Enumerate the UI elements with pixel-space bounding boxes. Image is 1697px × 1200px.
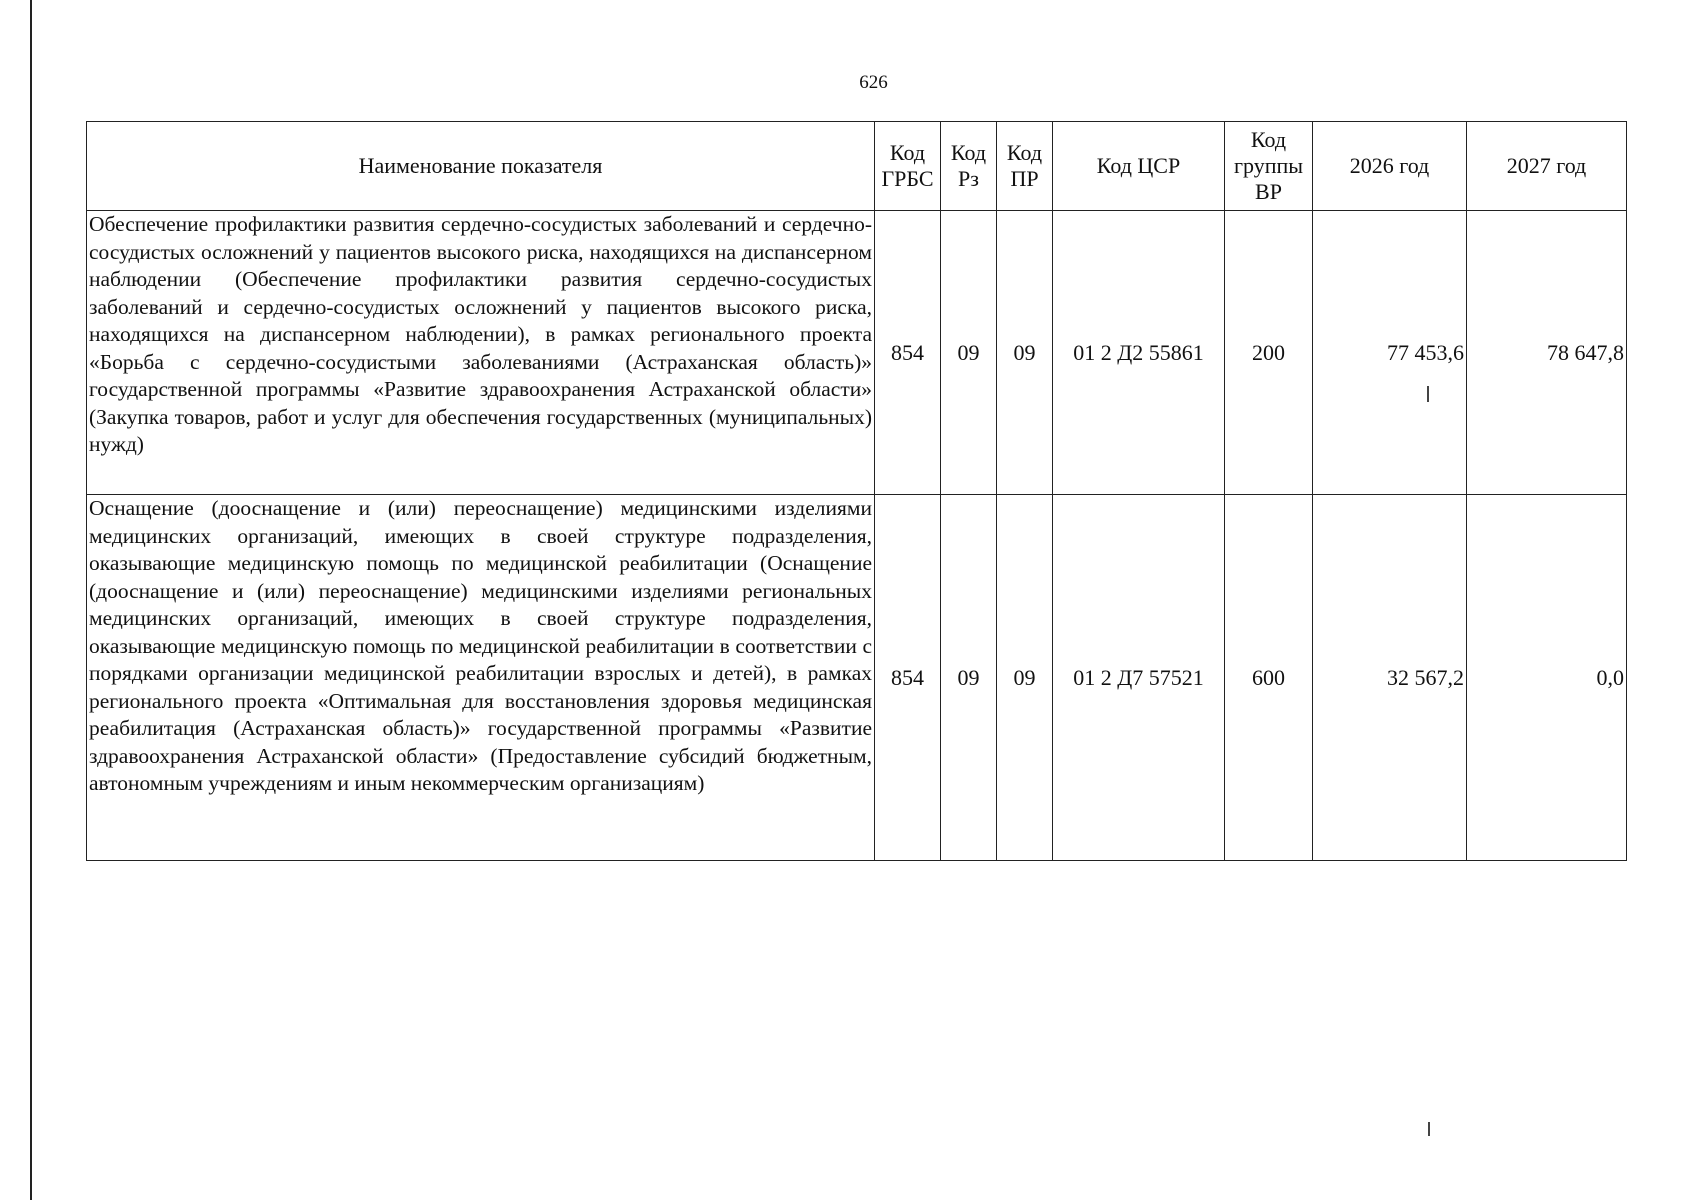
header-csr: Код ЦСР xyxy=(1053,122,1225,211)
rz-code: 09 xyxy=(941,211,997,495)
table-row xyxy=(87,211,1627,495)
header-name: Наименование показателя xyxy=(87,122,875,211)
scan-mark xyxy=(1427,386,1429,402)
amount-2026: 77 453,6 xyxy=(1313,211,1467,495)
header-vr: Код группы ВР xyxy=(1225,122,1313,211)
amount-2027: 78 647,8 xyxy=(1467,211,1627,495)
pr-code: 09 xyxy=(997,211,1053,495)
page-number: 626 xyxy=(859,72,888,93)
csr-code: 01 2 Д2 55861 xyxy=(1053,211,1225,495)
rz-code: 09 xyxy=(941,495,997,861)
header-2027: 2027 год xyxy=(1467,122,1627,211)
amount-2026: 32 567,2 xyxy=(1313,495,1467,861)
header-rz: Код Рз xyxy=(941,122,997,211)
budget-table xyxy=(86,121,1627,861)
header-row xyxy=(87,122,1627,211)
header-pr: Код ПР xyxy=(997,122,1053,211)
grbs-code: 854 xyxy=(875,495,941,861)
header-2026: 2026 год xyxy=(1313,122,1467,211)
table-row xyxy=(87,495,1627,861)
pr-code: 09 xyxy=(997,495,1053,861)
vr-code: 200 xyxy=(1225,211,1313,495)
grbs-code: 854 xyxy=(875,211,941,495)
indicator-name: Оснащение (дооснащение и (или) переоснащение) медицинскими изделиями медицинских организаций, имеющих в своей структуре подразделения, оказывающие медицинскую помощь по медицинской реабилитации (Оснащение (дооснащение и (или) переоснащение) медицинскими изделиями региональных медицинских организаций, имеющих в своей структуре подразделения, оказывающие медицинскую помощь по медицинской реабилитации в соответствии с порядками организации медицинской реабилитации взрослых и детей), в рамках регионального проекта «Оптимальная для восстановления здоровья медицинская реабилитация (Астраханская область)» государственной программы «Развитие здравоохранения Астраханской области» (Предоставление субсидий бюджетным, автономным учреждениям и иным некоммерческим организациям) xyxy=(87,495,875,861)
indicator-name: Обеспечение профилактики развития сердечно-сосудистых заболеваний и сердечно-сосудистых осложнений у пациентов высокого риска, находящихся на диспансерном наблюдении (Обеспечение профилактики развития сердечно-сосудистых заболеваний и сердечно-сосудистых осложнений у пациентов высокого риска, находящихся на диспансерном наблюдении), в рамках регионального проекта «Борьба с сердечно-сосудистыми заболеваниями (Астраханская область)» государственной программы «Развитие здравоохранения Астраханской области» (Закупка товаров, работ и услуг для обеспечения государственных (муниципальных) нужд) xyxy=(87,211,875,495)
csr-code: 01 2 Д7 57521 xyxy=(1053,495,1225,861)
header-grbs: Код ГРБС xyxy=(875,122,941,211)
scan-mark xyxy=(1428,1122,1430,1136)
vr-code: 600 xyxy=(1225,495,1313,861)
binding-line xyxy=(30,0,32,1200)
amount-2027: 0,0 xyxy=(1467,495,1627,861)
